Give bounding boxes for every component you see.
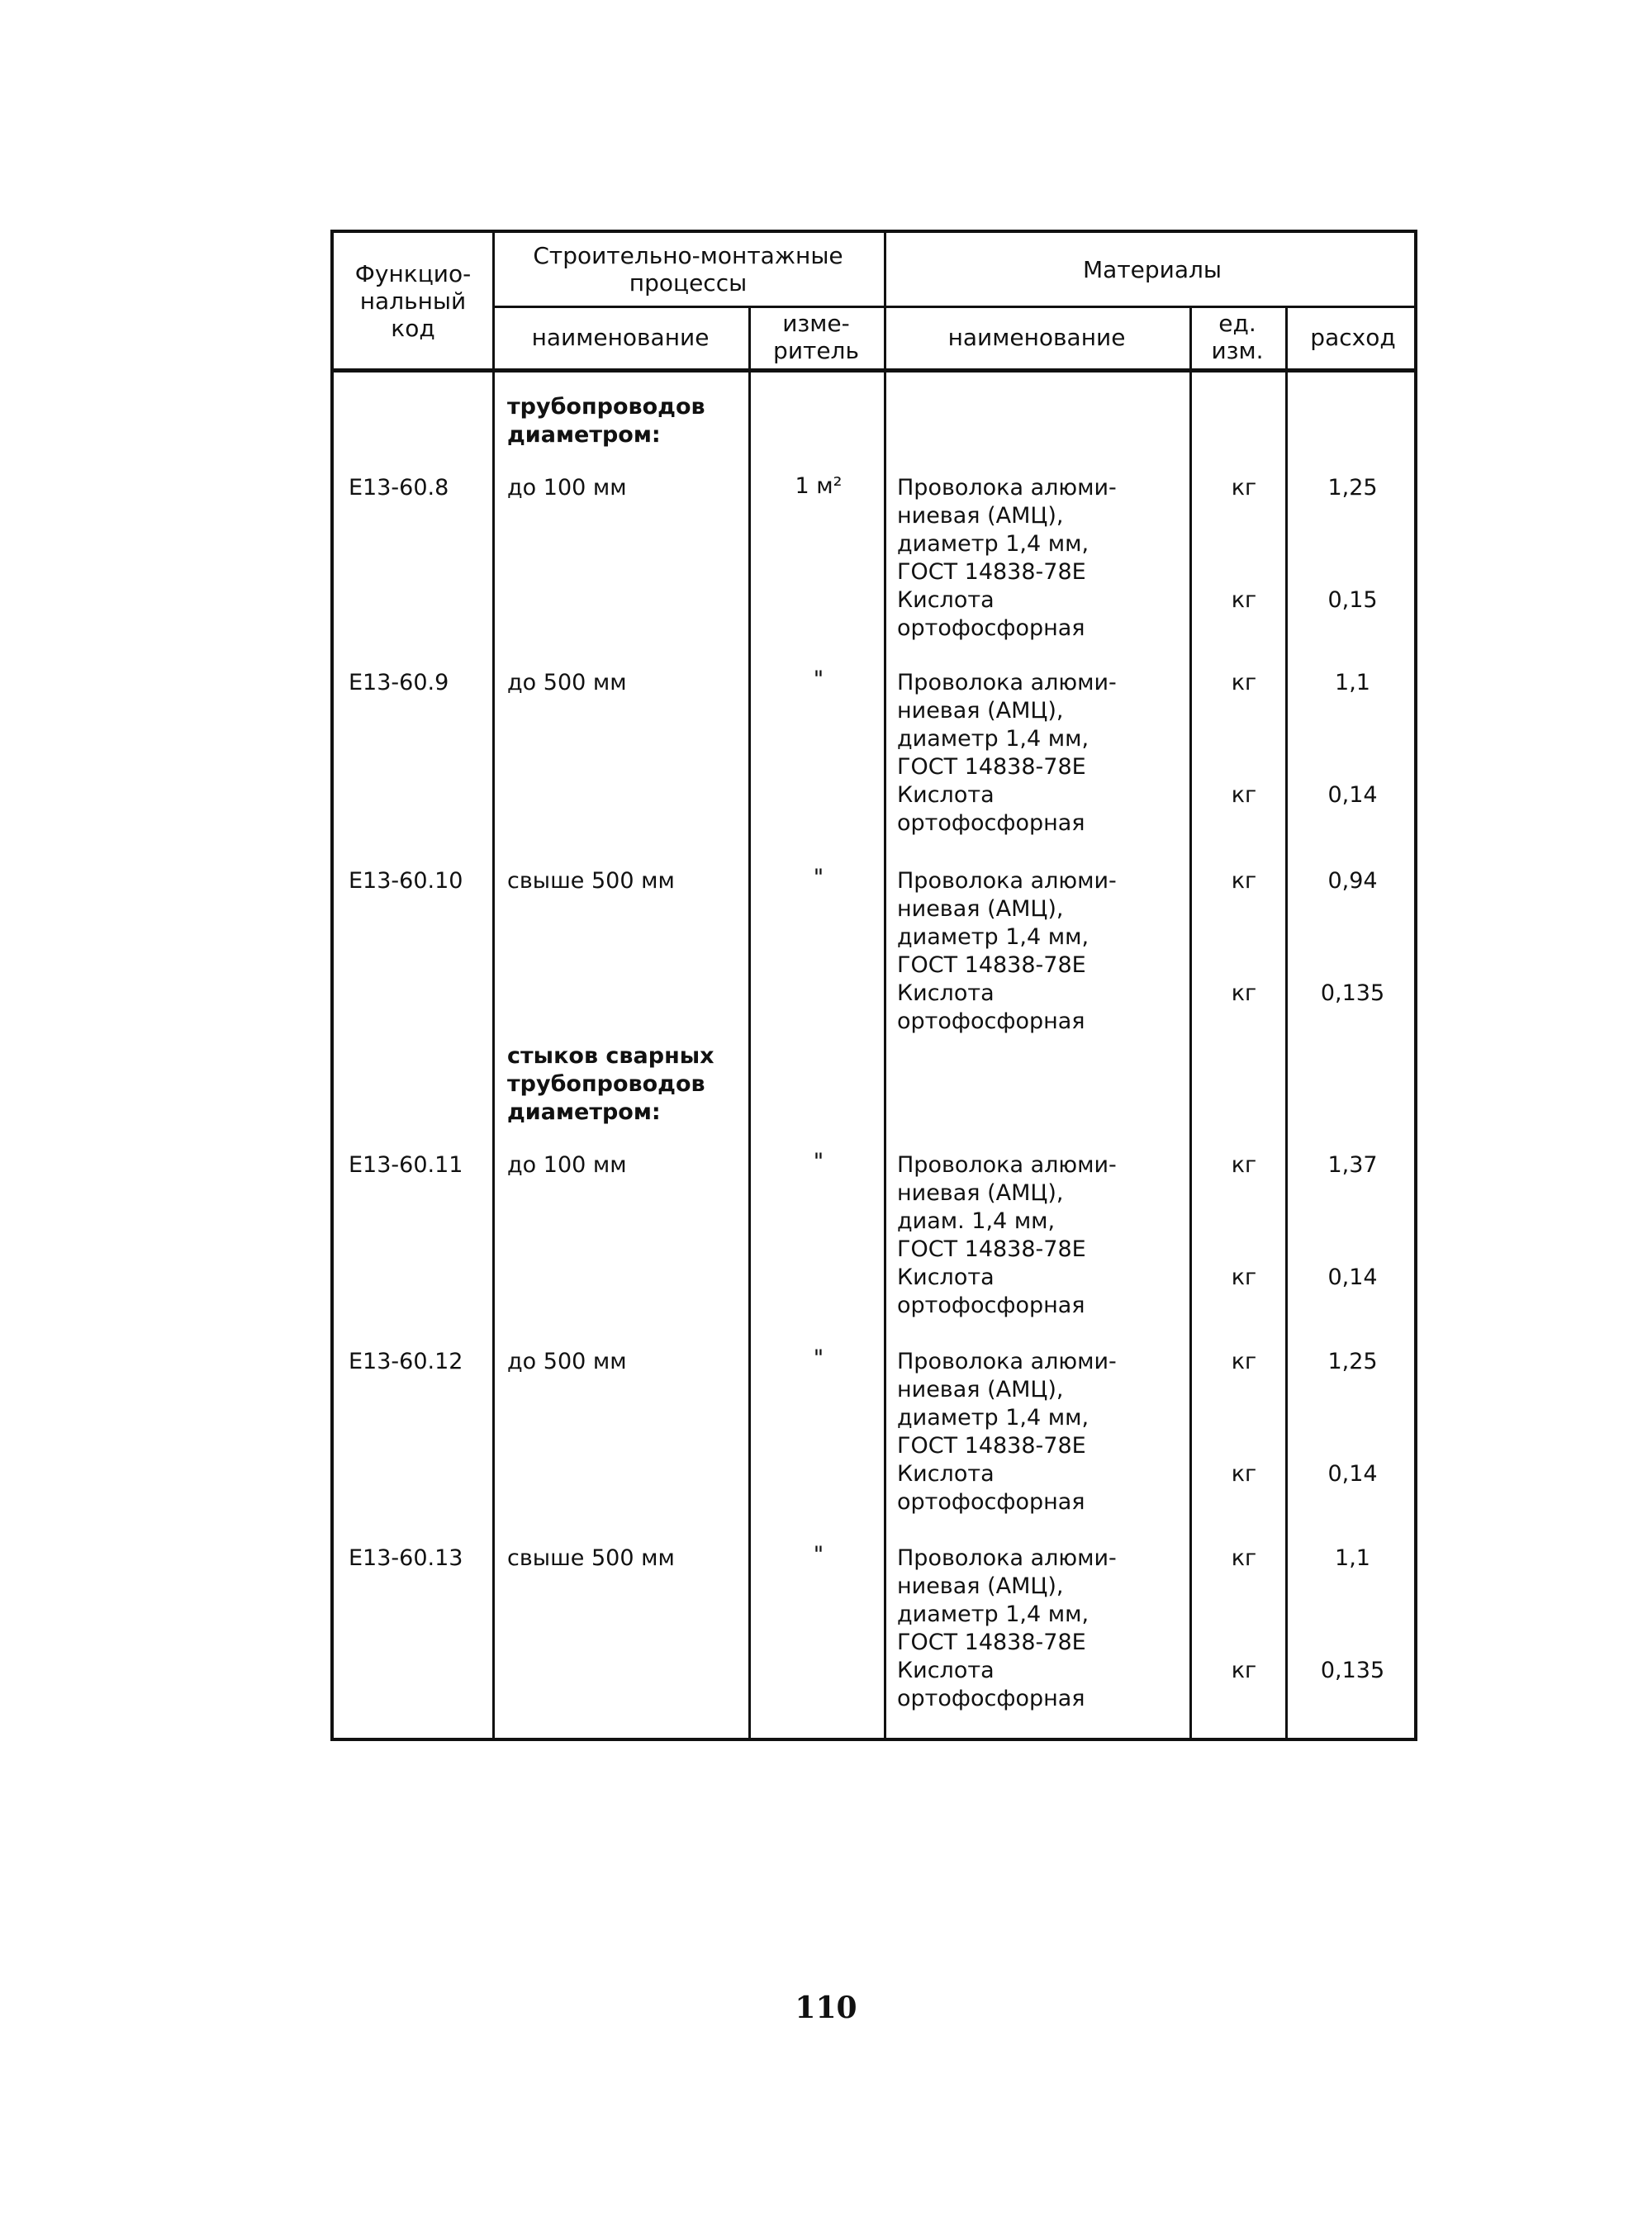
row-material-1: Проволока алюми- ниевая (АМЦ), диаметр 1,4 мм, ГОСТ 14838-78Е: [897, 1545, 1117, 1655]
row-material-2: Кислота ортофосфорная: [897, 1658, 1085, 1711]
group-title-welded-joints: стыков сварных трубопроводов диаметром:: [507, 1043, 714, 1125]
row-material-2: Кислота ортофосфорная: [897, 1461, 1085, 1515]
row-unit-2: кг: [1231, 1461, 1257, 1487]
col-divider: [884, 233, 886, 1738]
row-unit-1: кг: [1231, 1545, 1257, 1571]
row-meter: ": [813, 1149, 824, 1174]
col-divider: [748, 306, 751, 1738]
row-code: Е13-60.13: [349, 1545, 463, 1571]
row-material-2: Кислота ортофосфорная: [897, 587, 1085, 641]
row-code: Е13-60.11: [349, 1152, 463, 1178]
row-unit-1: кг: [1231, 670, 1257, 695]
row-process-name: до 100 мм: [507, 475, 627, 501]
row-material-2: Кислота ортофосфорная: [897, 1265, 1085, 1318]
row-meter: ": [813, 865, 824, 890]
row-code: Е13-60.12: [349, 1349, 463, 1374]
header-process-name: наименование: [531, 323, 710, 351]
row-code: Е13-60.10: [349, 868, 463, 894]
col-divider: [1285, 306, 1288, 1738]
row-material-1: Проволока алюми- ниевая (АМЦ), диаметр 1,4 мм, ГОСТ 14838-78Е: [897, 475, 1117, 585]
row-consumption-1: 1,1: [1335, 670, 1370, 695]
row-consumption-2: 0,15: [1327, 587, 1378, 613]
row-unit-1: кг: [1231, 1152, 1257, 1178]
header-material-consumption: расход: [1310, 323, 1396, 351]
row-process-name: до 100 мм: [507, 1152, 627, 1178]
row-consumption-1: 1,25: [1327, 1349, 1378, 1374]
row-code: Е13-60.8: [349, 475, 449, 501]
row-meter: ": [813, 1542, 824, 1568]
row-meter: ": [813, 1345, 824, 1371]
col-divider: [1189, 306, 1192, 1738]
row-material-1: Проволока алюми- ниевая (АМЦ), диаметр 1,4 мм, ГОСТ 14838-78Е: [897, 670, 1117, 780]
header-functional-code: Функцио- нальный код: [354, 259, 472, 342]
row-unit-1: кг: [1231, 868, 1257, 894]
row-unit-2: кг: [1231, 1265, 1257, 1290]
row-unit-2: кг: [1231, 782, 1257, 808]
row-consumption-1: 1,25: [1327, 475, 1378, 501]
row-unit-1: кг: [1231, 1349, 1257, 1374]
row-meter: 1 м²: [795, 473, 843, 499]
header-process-meter: изме- ритель: [773, 310, 859, 364]
row-material-1: Проволока алюми- ниевая (АМЦ), диаметр 1,4 мм, ГОСТ 14838-78Е: [897, 868, 1117, 978]
row-consumption-2: 0,14: [1327, 1265, 1378, 1290]
row-consumption-2: 0,14: [1327, 782, 1378, 808]
row-material-1: Проволока алюми- ниевая (АМЦ), диам. 1,4 мм, ГОСТ 14838-78Е: [897, 1152, 1117, 1262]
row-consumption-2: 0,135: [1320, 1658, 1385, 1683]
row-process-name: до 500 мм: [507, 1349, 627, 1374]
page-number: 110: [795, 1991, 857, 2025]
group-title-pipelines: трубопроводов диаметром:: [507, 394, 705, 448]
header-processes: Строительно-монтажные процессы: [533, 242, 843, 297]
row-unit-2: кг: [1231, 980, 1257, 1006]
header-material-name: наименование: [947, 323, 1126, 351]
header-bottom-rule: [334, 368, 1414, 372]
row-consumption-1: 1,1: [1335, 1545, 1370, 1571]
row-meter: ": [813, 667, 824, 692]
row-consumption-1: 0,94: [1327, 868, 1378, 894]
row-process-name: до 500 мм: [507, 670, 627, 695]
row-process-name: свыше 500 мм: [507, 868, 675, 894]
header-material-unit: ед. изм.: [1211, 310, 1264, 364]
row-code: Е13-60.9: [349, 670, 449, 695]
row-process-name: свыше 500 мм: [507, 1545, 675, 1571]
row-unit-1: кг: [1231, 475, 1257, 501]
row-consumption-2: 0,135: [1320, 980, 1385, 1006]
row-consumption-1: 1,37: [1327, 1152, 1378, 1178]
header-materials: Материалы: [1083, 255, 1222, 283]
row-material-2: Кислота ортофосфорная: [897, 782, 1085, 836]
norms-table: [330, 230, 1417, 1741]
row-material-2: Кислота ортофосфорная: [897, 980, 1085, 1034]
row-consumption-2: 0,14: [1327, 1461, 1378, 1487]
row-unit-2: кг: [1231, 1658, 1257, 1683]
row-unit-2: кг: [1231, 587, 1257, 613]
col-divider: [492, 233, 495, 1738]
row-material-1: Проволока алюми- ниевая (АМЦ), диаметр 1,4 мм, ГОСТ 14838-78Е: [897, 1349, 1117, 1459]
